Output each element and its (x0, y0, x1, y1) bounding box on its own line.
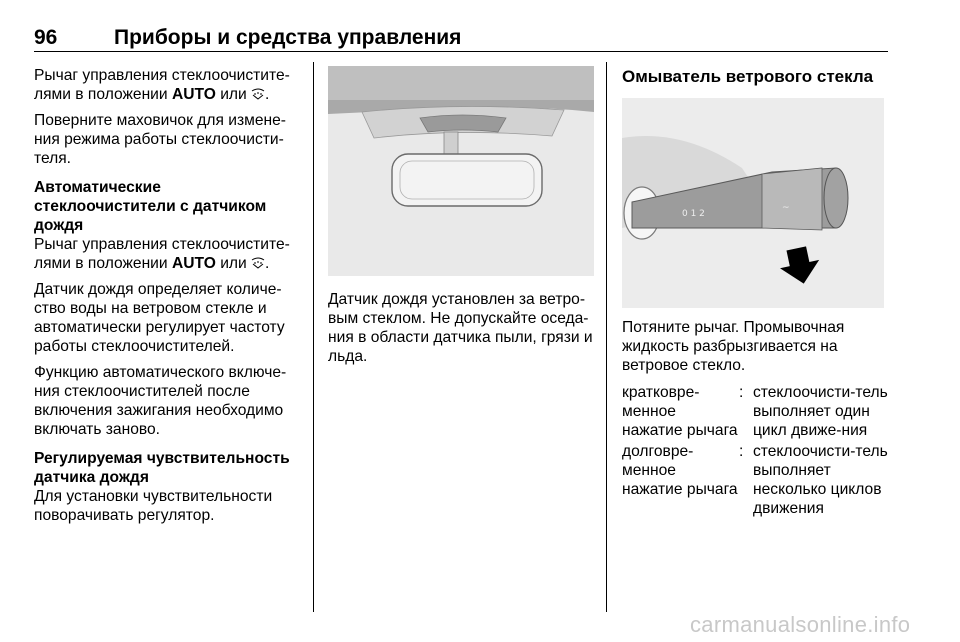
definition-term: долговре-менное нажатие рычага (622, 443, 738, 498)
definition-row (622, 383, 888, 440)
column-divider-1 (313, 62, 314, 612)
rain-sensor-illustration (328, 66, 594, 276)
column-middle (328, 290, 594, 373)
paragraph-auto-position: Рычаг управления стеклоочистите-лями в положении AUTO или . (34, 67, 290, 103)
paragraph-sensitivity: Для установки чувствительности поворачивать регулятор. (34, 488, 273, 524)
definition-text: стеклоочисти-тель выполняет несколько циклов движения (753, 443, 888, 517)
page-header (34, 22, 888, 52)
auto-label: AUTO (171, 255, 216, 272)
column-divider-2 (606, 62, 607, 612)
definition-colon: : (739, 443, 744, 460)
paragraph-auto-position-2: Рычаг управления стеклоочистите-лями в положении AUTO или . (34, 236, 290, 272)
column-right-lower (622, 318, 888, 520)
svg-text:~: ~ (782, 203, 790, 213)
definition-text: стеклоочисти-тель выполняет один цикл движе-ния (753, 384, 888, 439)
watermark: carmanualsonline.info (690, 612, 911, 637)
paragraph-sensor-detects: Датчик дождя определяет количе-ство воды на ветровом стекле и автоматически регулирует частоту работы стеклоочистителей. (34, 281, 285, 355)
paragraph-thumbwheel: Поверните маховичок для измене-ния режима работы стеклоочисти-теля. (34, 112, 286, 167)
paragraph-pull-lever: Потяните рычаг. Промывочная жидкость разбрызгивается на ветровое стекло. (622, 319, 845, 374)
page-number: 96 (34, 26, 58, 49)
definition-row (622, 442, 888, 518)
column-right (622, 66, 888, 98)
heading-sensitivity: Регулируемая чувствительность датчика дождя (34, 450, 290, 486)
wiper-stalk-illustration (622, 98, 884, 308)
caption-rain-sensor: Датчик дождя установлен за ветро-вым стеклом. Не допускайте оседа-ния в области датчика пыли, грязи и льда. (328, 291, 593, 365)
rain-sensor-icon (251, 257, 265, 269)
header-divider (34, 51, 888, 52)
paragraph-reactivate: Функцию автоматического включе-ния стеклоочистителей после включения зажигания необходимо включать заново. (34, 364, 287, 438)
heading-washer: Омыватель ветрового стекла (622, 67, 874, 86)
definition-table (622, 383, 888, 518)
rain-sensor-icon (251, 88, 265, 100)
auto-label: AUTO (171, 86, 216, 103)
definition-colon: : (739, 384, 744, 401)
page-title: Приборы и средства управления (114, 26, 462, 49)
heading-rain-sensor: Автоматические стеклоочистители с датчиком дождя (34, 179, 267, 234)
column-left (34, 66, 306, 532)
svg-text:0 1 2: 0 1 2 (682, 209, 705, 219)
definition-term: кратковре-менное нажатие рычага (622, 384, 738, 439)
